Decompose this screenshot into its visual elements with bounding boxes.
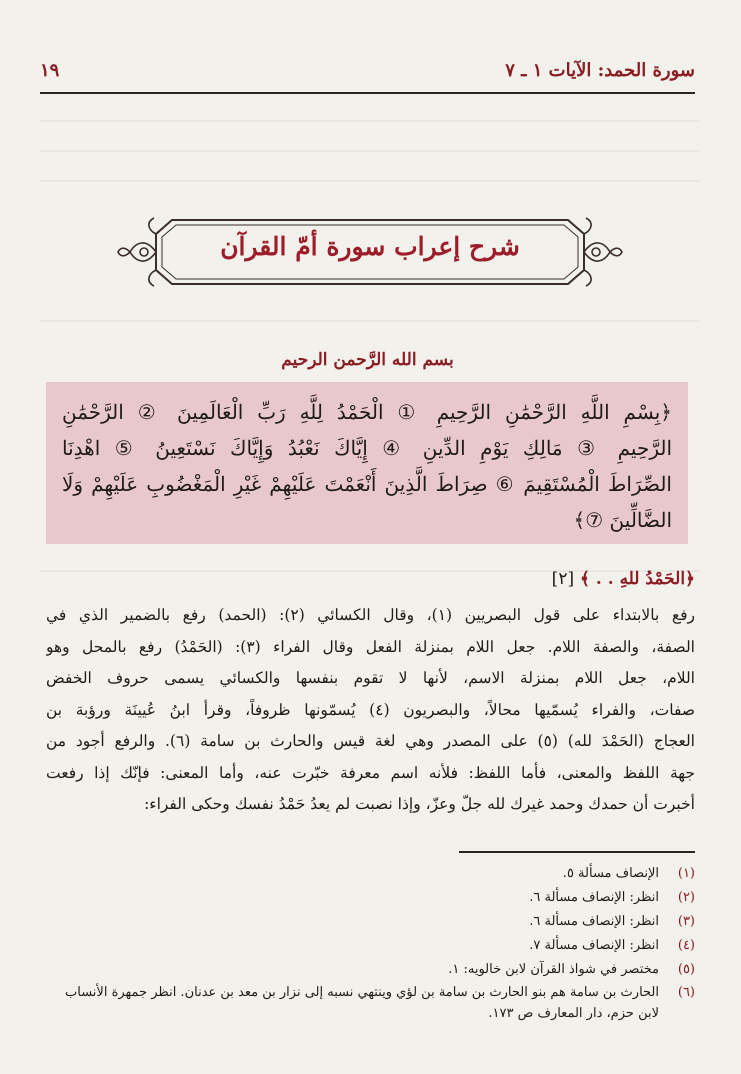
footnote-number: (٢) [677,890,695,905]
verse-line: الصِّرَاطَ الْمُسْتَقِيمَ ⑥ صِرَاطَ الَّذِينَ أَنْعَمْتَ عَلَيْهِمْ غَيْرِ الْمَغْضُوبِ عَلَيْهِمْ وَلَا [62,472,672,496]
verse-reference: [٢] [551,569,575,589]
verse-line: ﴿بِسْمِ اللَّهِ الرَّحْمَٰنِ الرَّحِيمِ ① الْحَمْدُ لِلَّهِ رَبِّ الْعَالَمِينَ ② الرَّحْمَٰنِ [62,400,672,424]
bleed-texture [40,120,700,122]
footnote-number: (٦) [677,985,695,1000]
verse-line: الرَّحِيمِ ③ مَالِكِ يَوْمِ الدِّينِ ④ إِيَّاكَ نَعْبُدُ وَإِيَّاكَ نَسْتَعِينُ ⑤ اهْدِنَا [62,436,672,460]
footnote-number: (٣) [677,914,695,929]
footnote [46,910,695,934]
footnote-number: (١) [677,866,695,881]
footnotes [46,862,695,1024]
footnote [46,886,695,910]
bleed-texture [40,150,700,152]
body-line: الصفة، والصفة اللام. جعل اللام بمنزلة الفعل وقال الفراء (٣): (الحَمْدُ) رفع بالمحل وهو [46,637,695,656]
footnote-number: (٥) [677,962,695,977]
running-header [40,56,695,92]
footnote-text: انظر: الإنصاف مسألة ٦. [529,890,659,905]
footnote-text: انظر: الإنصاف مسألة ٦. [529,914,659,929]
footnote-text: مختصر في شواذ القرآن لابن خالويه: ١. [448,962,659,977]
basmala-heading: بسم الله الرَّحمن الرحيم [281,350,454,370]
bleed-texture [40,180,700,182]
body-line: جهة اللفظ والمعنى، فأما اللفظ: فلأنه اسم معرفة خبّرت عنه، وأما المعنى: فإنّك إذا رفعت [46,763,695,782]
footnote-text: الإنصاف مسألة ٥. [562,866,659,881]
verse-line: الضَّالِّينَ ⑦﴾ [573,508,672,532]
section-heading [552,568,695,589]
footnote-text: انظر: الإنصاف مسألة ٧. [529,938,659,953]
header-rule [40,92,695,94]
footnote-separator [459,851,695,853]
chapter-title: شرح إعراب سورة أمّ القرآن [220,232,520,261]
header-title: سورة الحمد: الآيات ١ ـ ٧ [505,60,695,81]
footnote [46,982,695,1024]
verses-box [46,382,688,544]
footnote [46,958,695,982]
body-line: رفع بالابتداء على قول البصريين (١)، وقال الكسائي (٢): (الحمد) رفع بالضمير الذي في [46,606,695,624]
footnote-number: (٤) [677,938,695,953]
footnote-text: الحارث بن سامة هم بنو الحارث بن سامة بن لؤي وينتهي نسبه إلى نزار بن معد بن عدنان. انظر جمهرة الأنساب لابن حزم، دار المعارف ص ١٧٣. [65,985,659,1021]
body-line: أخبرت أن حمدك وحمد غيرك لله جلّ وعزّ، وإذا نصبت لم يعدُ حَمْدُ نفسك وحكى الفراء: [144,795,695,813]
body-line: اللام، جعل اللام بمنزلة الاسم، لأنها لا تقوم بنفسها والكسائي يسمى حروف الخفض [46,669,695,687]
page-number: ١٩ [40,60,60,81]
bleed-texture [40,320,700,322]
body-line: صفات، والفراء يُسمّيها محالاً، والبصريون (٤) يُسمّونها ظروفاً، وقرأ ابنُ عُيينَة ورؤبة بن [46,700,695,719]
footnote [46,862,695,886]
body-paragraph [46,600,695,821]
section-heading-text: ﴿الحَمْدُ للهِ . . ﴾ [580,569,695,589]
footnote [46,934,695,958]
body-line: العجاج (الحَمْدَ لله) (٥) على المصدر وهي لغة قيس والحارث بن سامة (٦). والرفع أجود من [46,732,695,750]
chapter-banner [116,212,624,292]
